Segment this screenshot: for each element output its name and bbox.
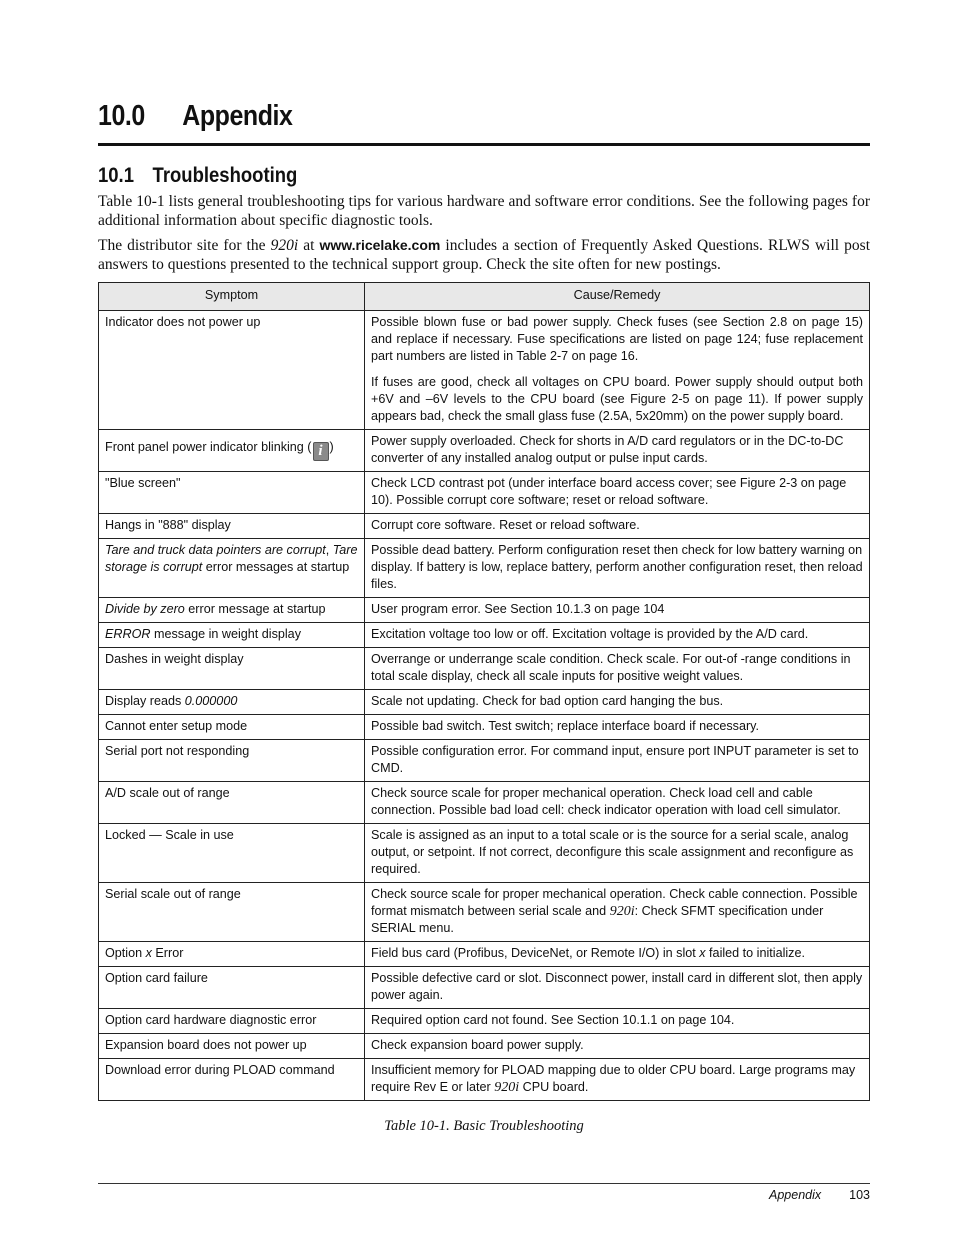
text-run: Display reads: [105, 694, 185, 708]
text-run: Front panel power indicator blinking (: [105, 440, 312, 454]
symptom-cell: [99, 598, 365, 623]
product-name: 920i: [270, 237, 299, 254]
table-row: [99, 824, 870, 883]
cause-cell: Possible defective card or slot. Disconnect power, install card in different slot, then apply power again.: [365, 967, 870, 1009]
section-number: 10.1: [98, 164, 134, 187]
footer-section-name: Appendix: [769, 1188, 822, 1202]
text-run: The distributor site for the: [98, 237, 271, 254]
table-row: [99, 430, 870, 472]
cause-cell: Check LCD contrast pot (under interface board access cover; see Figure 2-3 on page 10). Possible corrupt core software; reset or reload software.: [365, 472, 870, 514]
cause-cell: Possible dead battery. Perform configuration reset then check for low battery warning on display. If battery is low, replace battery, perform another configuration reset, then reload files.: [365, 539, 870, 598]
cause-cell: Possible configuration error. For command input, ensure port INPUT parameter is set to CMD.: [365, 740, 870, 782]
text-run: error message at startup: [184, 602, 326, 616]
symptom-cell: [99, 942, 365, 967]
cause-cell: Excitation voltage too low or off. Excitation voltage is provided by the A/D card.: [365, 623, 870, 648]
table-row: [99, 942, 870, 967]
symptom-cell: [99, 430, 365, 472]
symptom-cell: Serial scale out of range: [99, 883, 365, 942]
error-message: Tare storage is corrupt: [105, 543, 358, 574]
symptom-cell: "Blue screen": [99, 472, 365, 514]
footer-rule: [98, 1183, 870, 1184]
cause-cell: Required option card not found. See Section 10.1.1 on page 104.: [365, 1009, 870, 1034]
symptom-cell: [99, 623, 365, 648]
heading-rule: [98, 143, 870, 146]
text-run: ,: [325, 543, 333, 557]
text-run: ): [329, 440, 334, 454]
table-row: [99, 514, 870, 539]
cause-cell: Overrange or underrange scale condition. Check scale. For out-of -range conditions in total scale display, check all scale inputs for positive weight values.: [365, 648, 870, 690]
table-row: [99, 472, 870, 514]
error-message: Tare and truck data pointers are corrupt: [105, 543, 326, 557]
cause-cell: Check expansion board power supply.: [365, 1034, 870, 1059]
cause-cell: [365, 1059, 870, 1101]
symptom-cell: Download error during PLOAD command: [99, 1059, 365, 1101]
header-cause-remedy: Cause/Remedy: [365, 283, 870, 311]
error-message: ERROR: [105, 627, 151, 641]
error-message: Divide by zero: [105, 602, 185, 616]
table-row: [99, 648, 870, 690]
cause-cell: Check source scale for proper mechanical operation. Check load cell and cable connection. Possible bad load cell: check indicator operation with load cell simulator.: [365, 782, 870, 824]
symptom-cell: Dashes in weight display: [99, 648, 365, 690]
table-row: [99, 539, 870, 598]
intro-paragraph-2: [98, 236, 870, 274]
symptom-cell: Hangs in "888" display: [99, 514, 365, 539]
section-heading: [98, 164, 297, 188]
cause-cell: Power supply overloaded. Check for shorts in A/D card regulators or in the DC-to-DC converter of any installed analog output or pulse input cards.: [365, 430, 870, 472]
page-footer: [98, 1188, 870, 1202]
variable-x: x: [145, 946, 152, 960]
table-row: [99, 715, 870, 740]
header-symptom: Symptom: [99, 283, 365, 311]
table-row: [99, 623, 870, 648]
symptom-cell: Option card hardware diagnostic error: [99, 1009, 365, 1034]
info-key-icon: i: [313, 442, 329, 461]
table-row: [99, 782, 870, 824]
table-row: [99, 967, 870, 1009]
cause-cell: [365, 311, 870, 430]
text-run: Field bus card (Profibus, DeviceNet, or Remote I/O) in slot: [371, 946, 700, 960]
text-run: Error: [151, 946, 184, 960]
website-url: www.ricelake.com: [319, 237, 441, 253]
table-row: [99, 883, 870, 942]
text-run: Check source scale for proper mechanical operation. Check cable connection. Possible format mismatch between serial scale and: [371, 887, 858, 918]
cause-cell: Scale not updating. Check for bad option card hanging the bus.: [365, 690, 870, 715]
symptom-cell: Option card failure: [99, 967, 365, 1009]
table-row: [99, 598, 870, 623]
cause-cell: Possible bad switch. Test switch; replace interface board if necessary.: [365, 715, 870, 740]
table-caption: Table 10-1. Basic Troubleshooting: [384, 1118, 584, 1134]
symptom-cell: [99, 539, 365, 598]
text-run: Option: [105, 946, 146, 960]
text-run: error messages at startup: [202, 560, 350, 574]
cause-cell: [365, 883, 870, 942]
table-row: [99, 1059, 870, 1101]
text-run: failed to initialize.: [705, 946, 805, 960]
chapter-number: 10.0: [98, 100, 145, 132]
cause-cell: [365, 942, 870, 967]
symptom-cell: Expansion board does not power up: [99, 1034, 365, 1059]
chapter-title: Appendix: [182, 100, 293, 132]
symptom-cell: [99, 690, 365, 715]
text-run: at: [298, 237, 320, 254]
table-row: [99, 311, 870, 430]
table-row: [99, 1009, 870, 1034]
cause-cell: User program error. See Section 10.1.3 on page 104: [365, 598, 870, 623]
product-name: 920i: [494, 1080, 520, 1095]
table-row: [99, 740, 870, 782]
text-run: Insufficient memory for PLOAD mapping due to older CPU board. Large programs may require Rev E or later: [371, 1063, 856, 1094]
table-row: [99, 1034, 870, 1059]
table-row: [99, 690, 870, 715]
intro-paragraph-1: Table 10-1 lists general troubleshooting tips for various hardware and software error conditions. See the following pages for additional information about specific diagnostic tools.: [98, 193, 870, 229]
table-header-row: [99, 283, 870, 311]
cause-cell: Scale is assigned as an input to a total scale or is the source for a serial scale, analog output, or setpoint. If not correct, deconfigure this scale assignment and reconfigure as required.: [365, 824, 870, 883]
text-run: : Check SFMT specification under SERIAL menu.: [371, 904, 824, 935]
symptom-cell: Locked — Scale in use: [99, 824, 365, 883]
cause-paragraph: If fuses are good, check all voltages on CPU board. Power supply should output both +6V and –6V levels to the CPU board (see Figure 2-5 on page 11). If power supply appears bad, check the small glass fuse (2.5A, 5x20mm) on the power supply board.: [371, 375, 863, 423]
symptom-cell: Cannot enter setup mode: [99, 715, 365, 740]
display-value: 0.000000: [184, 694, 238, 708]
symptom-cell: Indicator does not power up: [99, 311, 365, 430]
variable-x: x: [699, 946, 706, 960]
text-run: CPU board.: [519, 1080, 589, 1094]
symptom-cell: A/D scale out of range: [99, 782, 365, 824]
text-run: message in weight display: [150, 627, 301, 641]
symptom-cell: Serial port not responding: [99, 740, 365, 782]
troubleshooting-table: [98, 282, 870, 1101]
chapter-heading: [98, 100, 762, 133]
section-title: Troubleshooting: [152, 164, 298, 187]
cause-cell: Corrupt core software. Reset or reload software.: [365, 514, 870, 539]
text-run: includes a section of Frequently Asked Questions. RLWS will post answers to questions presented to the technical support group. Check the site often for new postings.: [98, 237, 870, 273]
cause-paragraph: Possible blown fuse or bad power supply. Check fuses (see Section 2.8 on page 15) and replace if necessary. Fuse specifications are listed on page 124; fuse replacement part numbers are listed in Table 2-7 on page 16.: [371, 315, 863, 363]
page-number: 103: [849, 1188, 870, 1202]
product-name: 920i: [609, 904, 635, 919]
